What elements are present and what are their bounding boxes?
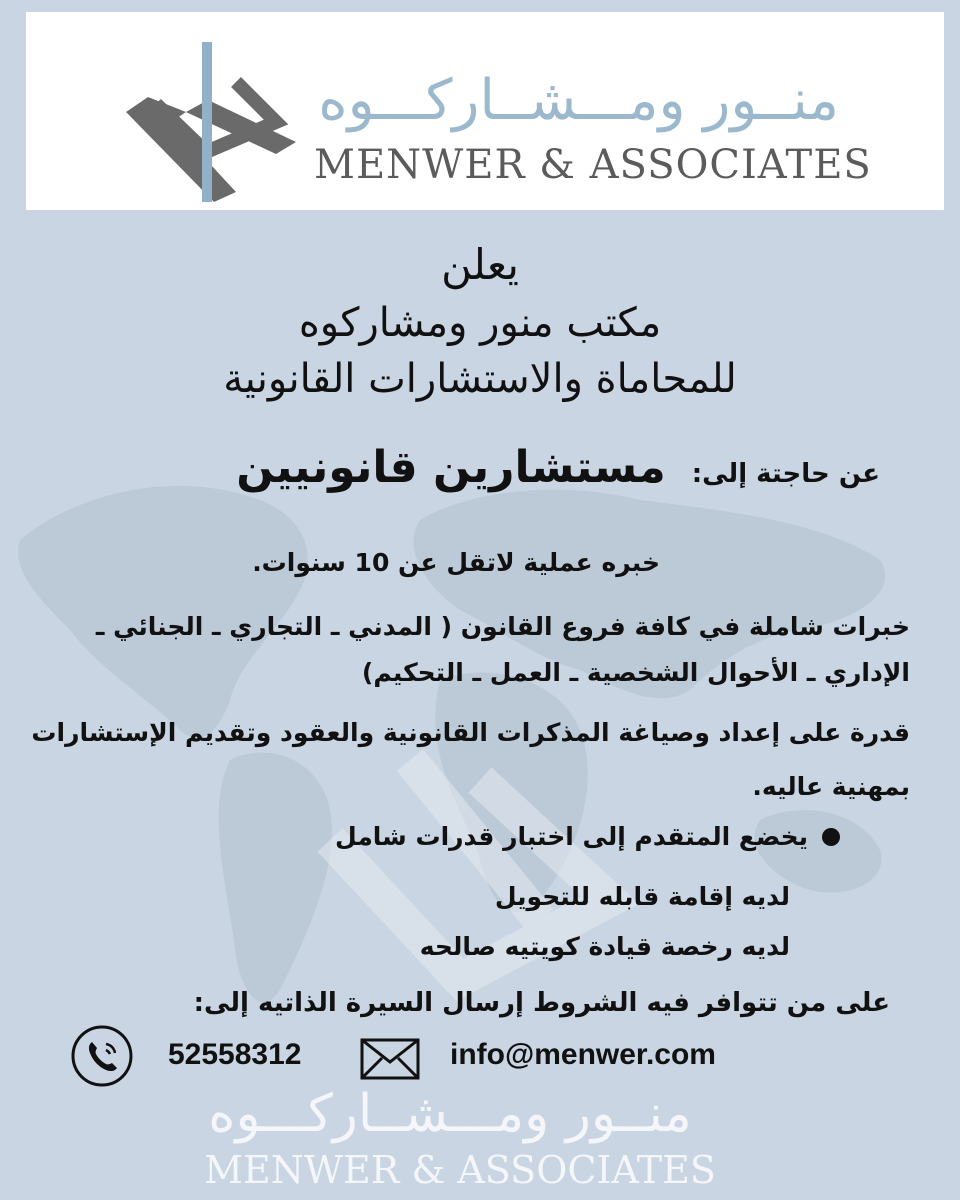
envelope-icon (360, 1038, 420, 1080)
announcement-verb: يعلن (441, 240, 519, 289)
residency-requirement: لديه إقامة قابله للتحويل (494, 882, 790, 911)
office-subtitle: للمحاماة والاستشارات القانونية (223, 356, 737, 402)
experience-requirement: خبره عملية لاتقل عن 10 سنوات. (252, 548, 660, 577)
phone-icon (70, 1024, 134, 1088)
drafting-requirement: قدرة على إعداد وصياغة المذكرات القانونية والعقود وتقديم الإستشارات بمهنية عاليه. (31, 718, 910, 801)
license-requirement: لديه رخصة قيادة كويتيه صالحه (419, 932, 790, 961)
apply-instructions: على من تتوافر فيه الشروط إرسال السيرة الذاتيه إلى: (193, 988, 890, 1018)
phone-number[interactable]: 52558312 (168, 1038, 302, 1071)
job-title: مستشارين قانونيين (236, 442, 666, 493)
bullet-icon (822, 828, 840, 846)
footer-logo-english: MENWER & ASSOCIATES (204, 1148, 716, 1192)
email-link[interactable]: info@menwer.com (450, 1038, 716, 1071)
test-requirement (335, 822, 840, 851)
footer-logo-arabic: منــور ومـــشــاركـــوه (208, 1084, 692, 1144)
logo-arabic-name: منــور ومـــشــاركـــوه (318, 68, 839, 133)
test-requirement-text: يخضع المتقدم إلى اختبار قدرات شامل (335, 822, 808, 851)
logo-english-name: MENWER & ASSOCIATES (314, 142, 872, 188)
need-line (236, 442, 880, 493)
expertise-requirement: خبرات شاملة في كافة فروع القانون ( المدني ـ التجاري ـ الجنائي ـ الإداري ـ الأحوال الشخصية ـ العمل ـ التحكيم) (95, 612, 910, 687)
company-logo-mark (126, 42, 296, 202)
header-logo-card (26, 12, 944, 210)
office-name: مكتب منور ومشاركوه (298, 300, 662, 346)
need-label: عن حاجتة إلى: (691, 459, 880, 489)
